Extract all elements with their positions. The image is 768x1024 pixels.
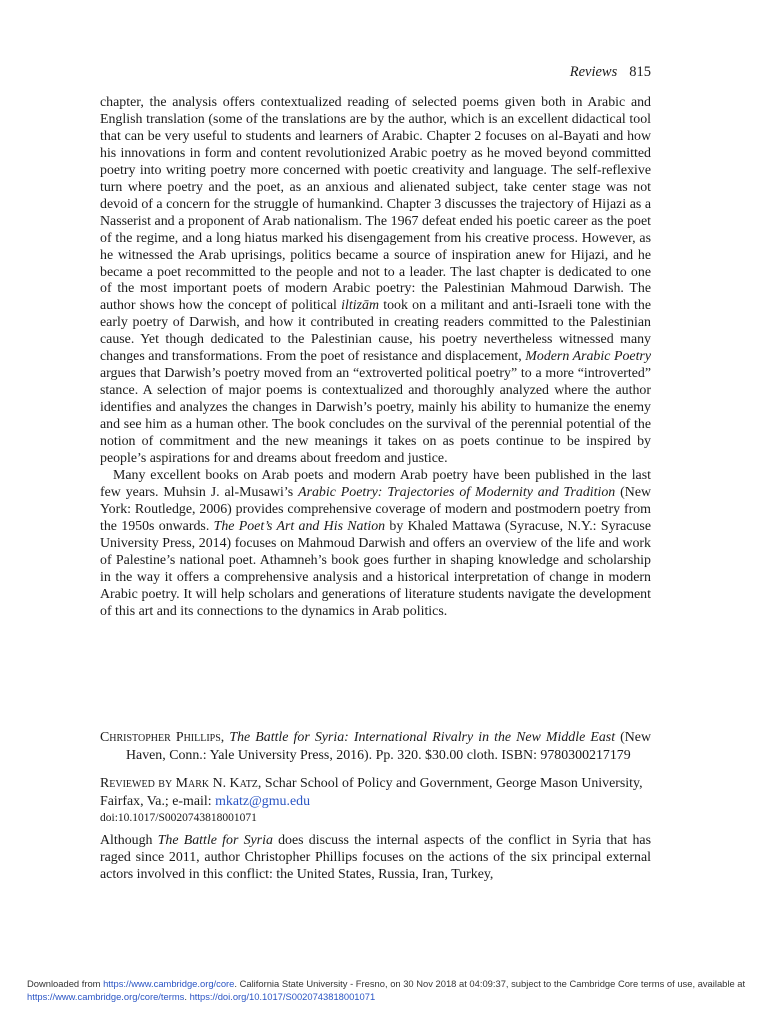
reviewer-email-link[interactable]: mkatz@gmu.edu (215, 793, 311, 809)
paragraph-review-intro (100, 832, 651, 884)
review-continuation-text (100, 95, 651, 621)
italic-book-title: Arabic Poetry: Trajectories of Modernity and Tradition (298, 484, 616, 500)
book-author: Christopher Phillips (100, 730, 221, 745)
section-title: Reviews (569, 64, 618, 80)
doi: doi:10.1017/S0020743818001071 (100, 812, 257, 824)
running-header (570, 64, 651, 81)
text-run: (New York: Routledge, 2006) provides comprehensive coverage of modern and postmodern poetry from the 1950s onwards. (100, 484, 652, 534)
new-review-heading (100, 729, 651, 826)
book-title: The Battle for Syria: International Rivalry in the New Middle East (229, 730, 616, 745)
paragraph-related-books (100, 468, 651, 621)
footer-text: . California State University - Fresno, on 30 Nov 2018 at 04:09:37, subject to the Cambridge Core terms of use, available at (234, 978, 746, 989)
italic-book-title: Modern Arabic Poetry (525, 349, 651, 365)
reviewer-line (100, 775, 651, 810)
footer-text: Downloaded from (27, 978, 104, 989)
italic-term: iltizām (341, 298, 379, 314)
page-number: 815 (629, 64, 651, 80)
doi-link[interactable]: https://doi.org/10.1017/S0020743818001071 (189, 991, 376, 1002)
reviewer-name: Reviewed by Mark N. Katz (100, 776, 258, 791)
review-body-text (100, 832, 651, 884)
paragraph-chapters (100, 95, 651, 468)
reviewer-affiliation: , Schar School of Policy and Government, George Mason University, Fairfax, Va.; e-mail: (100, 776, 643, 809)
publication-details: (New Haven, Conn.: Yale University Press, 2016). Pp. 320. $30.00 cloth. ISBN: 9780300217179 (126, 730, 651, 763)
italic-book-title: The Poet’s Art and His Nation (213, 518, 386, 534)
text-run: took on a militant and anti-Israeli tone with the early poetry of Darwish, and how it contributed in creating readers committed to the Palestinian cause. Yet though dedicated to the Palestinian cause, his poetry nevertheless witnessed many changes and transformations. From the poet of resistance and displacement, (100, 298, 652, 365)
text-run: by Khaled Mattawa (Syracuse, N.Y.: Syracuse University Press, 2014) focuses on Mahmoud Darwish and offers an overview of the life and work of Palestine’s national poet. Athamneh’s book goes further in shaping knowledge and scholarship in the way it offers a comprehensive analysis and a historical interpretation of change in modern Arabic poetry. It will help scholars and generations of literature students navigate the development of this art and its connections to the dynamics in Arab politics. (100, 518, 651, 619)
text-run: argues that Darwish’s poetry moved from an “extroverted political poetry” to a more “introverted” stance. A selection of major poems is contextualized and thoroughly analyzed where the author identifies and analyzes the changes in Darwish’s poetry, mainly his ability to humanize the enemy and see him as a human other. The book concludes on the survival of the perennial potential of the notion of commitment and the new meanings it takes on as poets continue to be inspired by people’s aspirations for and dreams about freedom and justice. (100, 366, 651, 467)
italic-book-title: The Battle for Syria (157, 833, 273, 848)
text-run: chapter, the analysis offers contextualized reading of selected poems given both in Arabic and English translation (some of the translations are by the author, which is an excellent didactical tool that can be very useful to students and learners of Arabic. Chapter 2 focuses on al-Bayati and how his innovations in form and content revolutionized Arabic poetry as he moved beyond committed poetry into writing poetry more concerned with poetic creativity and language. The self-reflexive turn where poetry and the poet, as an anxious and alienated subject, take center stage was not devoid of a concern for the struggle of humankind. Chapter 3 discusses the trajectory of Hijazi as a Nasserist and a proponent of Arab nationalism. The 1967 defeat ended his poetic career as the poet of the regime, and a long hiatus marked his disengagement from his creative process. However, as he witnessed the Arab uprisings, politics became a source of inspiration anew for Hijazi, and he became a poet recommitted to the people and not to a leader. The last chapter is dedicated to one of the most important poets of modern Arabic poetry: the Palestinian Mahmoud Darwish. The author shows how the concept of political (100, 95, 651, 314)
cambridge-core-link[interactable]: https://www.cambridge.org/core (103, 978, 235, 989)
book-citation: Christopher Phillips, The Battle for Syria: International Rivalry in the New Middle East (New Haven, Conn.: Yale University Press, 2016). Pp. 320. $30.00 cloth. ISBN: 9780300217179 (100, 730, 651, 763)
text-run: Many excellent books on Arab poets and modern Arab poetry have been published in the last few years. Muhsin J. al-Musawi’s (100, 467, 651, 500)
text-run: does discuss the internal aspects of the conflict in Syria that has raged since 2011, author Christopher Phillips focuses on the actions of the six principal external actors involved in this conflict: the United States, Russia, Iran, Turkey, (100, 833, 651, 883)
footer-text: . (184, 991, 190, 1002)
text-run: Although (100, 833, 158, 848)
terms-link[interactable]: https://www.cambridge.org/core/terms (27, 991, 185, 1002)
download-footer (27, 977, 747, 1003)
